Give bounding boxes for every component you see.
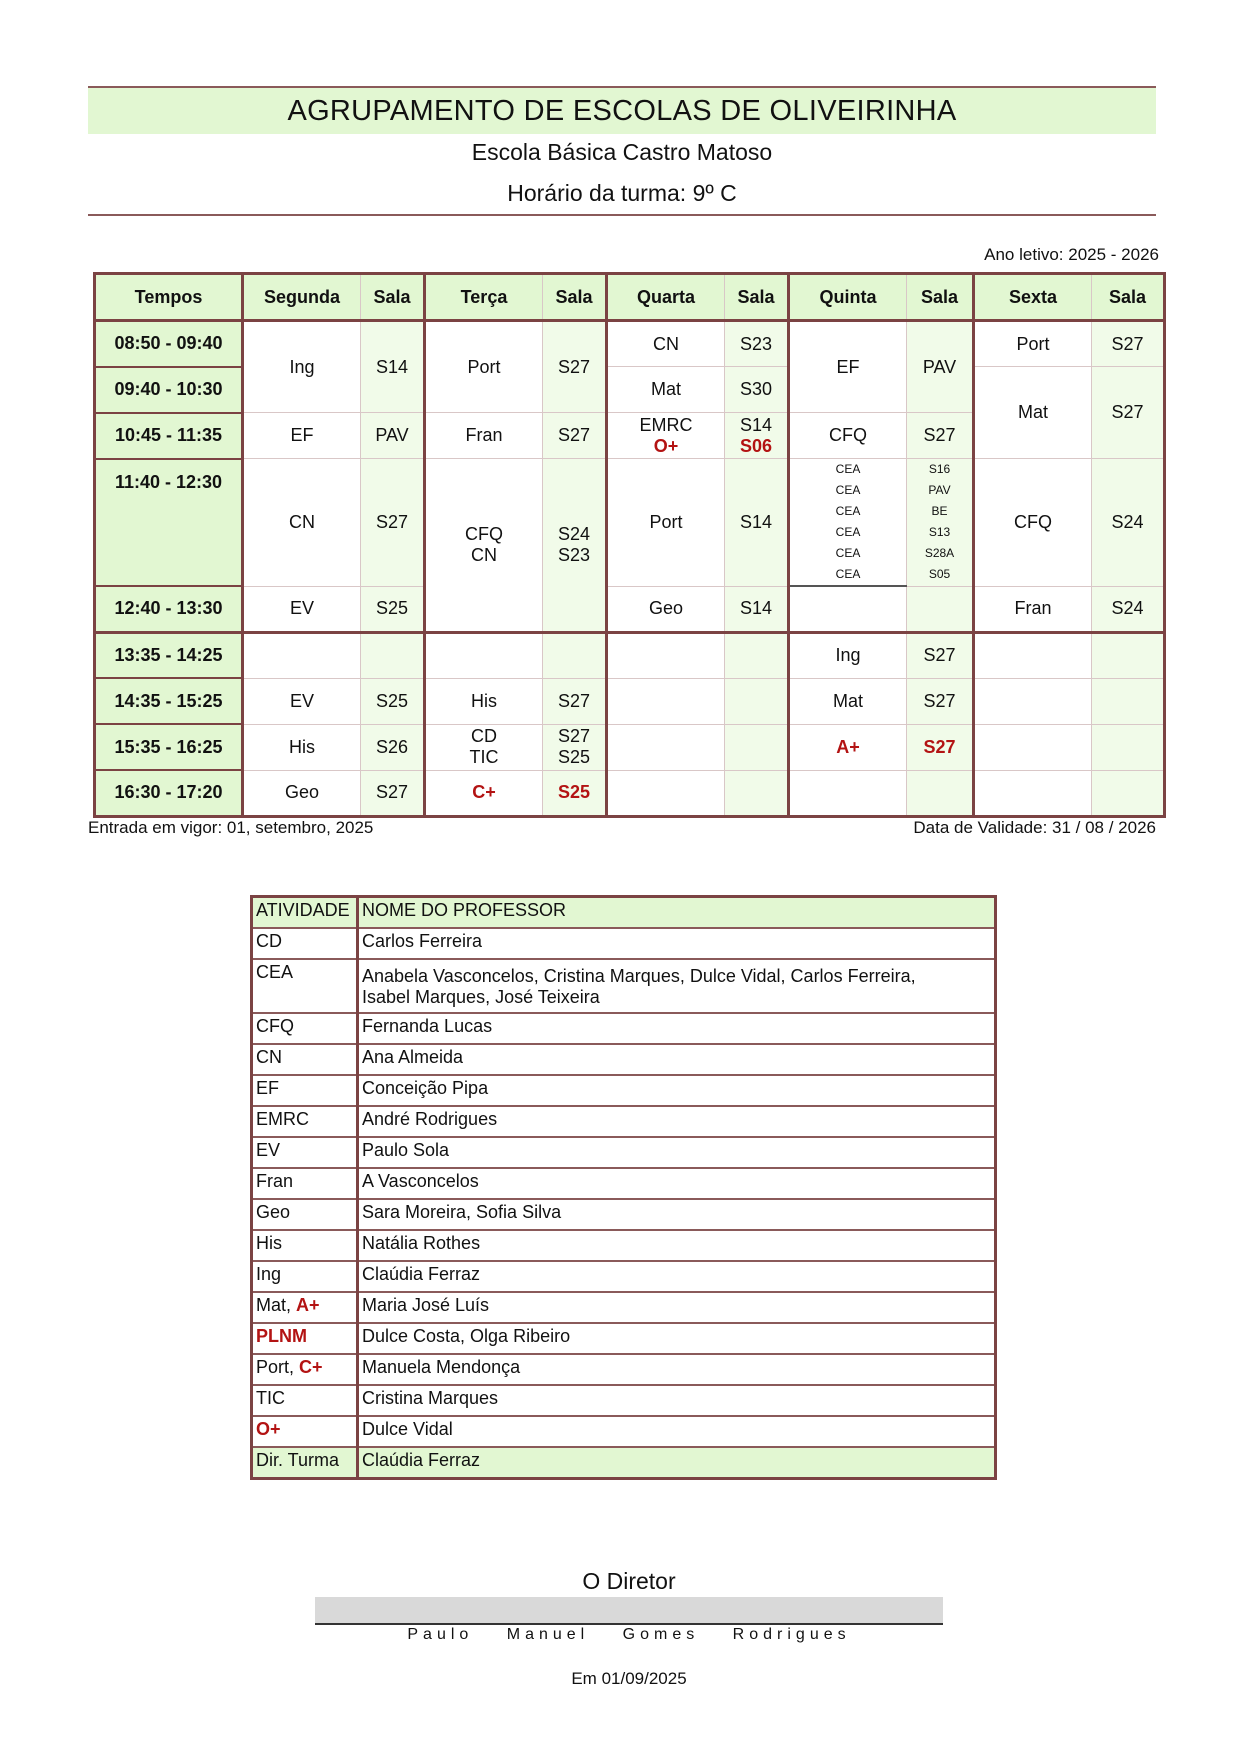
teacher-name-cell: Natália Rothes (358, 1230, 996, 1261)
subject-line: CEA (835, 462, 861, 476)
teacher-name-cell: A Vasconcelos (358, 1168, 996, 1199)
teacher-name-cell: Sara Moreira, Sofia Silva (358, 1199, 996, 1230)
room-line: S24 (557, 523, 591, 544)
class-cell (789, 770, 907, 816)
table-row (252, 959, 996, 1013)
room-cell (1092, 678, 1165, 724)
class-cell: Fran (425, 413, 543, 459)
table-row (252, 1106, 996, 1137)
activity-text: Mat, (256, 1295, 297, 1315)
subject-line: CEA (835, 546, 861, 560)
room-cell (725, 770, 789, 816)
col-header-quinta: Quinta (789, 274, 907, 321)
activity-cell: CEA (252, 959, 358, 1013)
time-slot: 08:50 - 09:40 (95, 321, 243, 367)
subject-line: CEA (835, 525, 861, 539)
room-line: PAV (928, 483, 951, 498)
col-header-sexta: Sexta (974, 274, 1092, 321)
schedule-row (95, 586, 1165, 632)
class-cell: Port (425, 321, 543, 413)
room-cell (1092, 724, 1165, 770)
signature-bar (315, 1597, 943, 1625)
time-slot: 15:35 - 16:25 (95, 724, 243, 770)
class-cell: C+ (425, 770, 543, 816)
room-cell (543, 459, 607, 633)
schedule-row (95, 678, 1165, 724)
table-row (252, 1044, 996, 1075)
schedule-row (95, 770, 1165, 816)
class-cell: EV (243, 586, 361, 632)
validity-end: Data de Validade: 31 / 08 / 2026 (913, 818, 1156, 837)
activity-cell: CFQ (252, 1013, 358, 1044)
teacher-name-cell: Fernanda Lucas (358, 1013, 996, 1044)
room-line: S27 (557, 726, 591, 746)
time-slot: 10:45 - 11:35 (95, 413, 243, 459)
teacher-name-cell: Dulce Vidal (358, 1416, 996, 1447)
teacher-name-header: NOME DO PROFESSOR (358, 897, 996, 929)
room-line: S28A (924, 546, 955, 561)
room-cell: S23 (725, 321, 789, 367)
room-cell: S27 (907, 632, 974, 678)
room-cell: S27 (907, 413, 974, 459)
class-cell: Ing (789, 632, 907, 678)
organization-title (88, 88, 1156, 134)
col-header-quarta: Quarta (607, 274, 725, 321)
room-cell: S27 (1092, 321, 1165, 367)
class-cell: EF (243, 413, 361, 459)
class-cell (789, 459, 907, 587)
class-cell (607, 678, 725, 724)
room-cell (361, 632, 425, 678)
class-cell: Mat (607, 367, 725, 413)
activity-cell: Ing (252, 1261, 358, 1292)
room-cell (543, 632, 607, 678)
class-cell (974, 632, 1092, 678)
room-cell (1092, 632, 1165, 678)
class-cell: Mat (789, 678, 907, 724)
room-line: S16 (928, 462, 951, 477)
schedule-header-row (95, 274, 1165, 321)
class-cell: Mat (974, 367, 1092, 459)
room-line: S06 (739, 435, 773, 456)
table-row (252, 928, 996, 959)
room-cell (725, 724, 789, 770)
teacher-name-cell: Paulo Sola (358, 1137, 996, 1168)
room-cell: S26 (361, 724, 425, 770)
table-row (252, 1261, 996, 1292)
room-line: S23 (557, 544, 591, 565)
room-cell: S14 (725, 586, 789, 632)
col-header-sala: Sala (907, 274, 974, 321)
room-cell: S25 (361, 586, 425, 632)
table-row (252, 1230, 996, 1261)
teacher-name-cell: André Rodrigues (358, 1106, 996, 1137)
room-line: S05 (928, 567, 951, 582)
room-cell: PAV (907, 321, 974, 413)
class-cell (974, 724, 1092, 770)
activity-cell: CN (252, 1044, 358, 1075)
room-cell: S30 (725, 367, 789, 413)
class-cell (425, 724, 543, 770)
class-cell (789, 586, 907, 632)
class-cell (243, 632, 361, 678)
class-cell: Port (607, 459, 725, 587)
subject-line: O+ (653, 435, 679, 456)
class-cell: CFQ (974, 459, 1092, 587)
col-header-tempos: Tempos (95, 274, 243, 321)
activity-cell: TIC (252, 1385, 358, 1416)
time-slot: 09:40 - 10:30 (95, 367, 243, 413)
activity-cell: Geo (252, 1199, 358, 1230)
subject-line: CN (471, 544, 497, 565)
room-cell (907, 586, 974, 632)
class-cell: EV (243, 678, 361, 724)
room-cell: S14 (725, 459, 789, 587)
schedule-row (95, 321, 1165, 367)
class-cell: Fran (974, 586, 1092, 632)
activity-cell: PLNM (252, 1323, 358, 1354)
col-header-segunda: Segunda (243, 274, 361, 321)
subject-line: CEA (835, 483, 861, 497)
schedule-row (95, 632, 1165, 678)
class-cell (425, 632, 543, 678)
teacher-name-line: Anabela Vasconcelos, Cristina Marques, Dulce Vidal, Carlos Ferreira, (362, 966, 916, 986)
table-row (252, 1013, 996, 1044)
col-header-terca: Terça (425, 274, 543, 321)
col-header-sala: Sala (725, 274, 789, 321)
time-slot: 13:35 - 14:25 (95, 632, 243, 678)
teacher-name-cell: Dulce Costa, Olga Ribeiro (358, 1323, 996, 1354)
teacher-name-cell: Carlos Ferreira (358, 928, 996, 959)
subject-line: CEA (835, 567, 861, 581)
table-row (252, 1199, 996, 1230)
school-name: Escola Básica Castro Matoso (471, 139, 773, 165)
table-row (252, 1292, 996, 1323)
room-line: S25 (557, 747, 591, 767)
class-cell (607, 770, 725, 816)
time-slot: 16:30 - 17:20 (95, 770, 243, 816)
room-cell: S27 (361, 770, 425, 816)
subject-line: TIC (469, 747, 499, 767)
teacher-name-line: Isabel Marques, José Teixeira (362, 987, 600, 1007)
class-cell (607, 724, 725, 770)
teacher-name-cell: Ana Almeida (358, 1044, 996, 1075)
teachers-header-row (252, 897, 996, 929)
class-cell: Port (974, 321, 1092, 367)
activity-cell: Dir. Turma (252, 1447, 358, 1479)
class-cell: Ing (243, 321, 361, 413)
room-cell (725, 632, 789, 678)
activity-cell (252, 1292, 358, 1323)
subject-line: CEA (835, 504, 861, 518)
room-cell: S14 (361, 321, 425, 413)
class-cell (607, 632, 725, 678)
table-row (252, 1416, 996, 1447)
organization-title-text: AGRUPAMENTO DE ESCOLAS DE OLIVEIRINHA (287, 94, 957, 127)
table-row (252, 1385, 996, 1416)
header-bottom-rule (88, 214, 1156, 216)
teacher-name-cell: Manuela Mendonça (358, 1354, 996, 1385)
activity-cell (252, 1354, 358, 1385)
room-cell: S27 (907, 724, 974, 770)
school-year: Ano letivo: 2025 - 2026 (984, 245, 1159, 264)
time-slot: 11:40 - 12:30 (95, 459, 243, 587)
room-cell: S27 (907, 678, 974, 724)
class-cell (425, 459, 543, 633)
teacher-name-cell (358, 959, 996, 1013)
class-cell: Geo (243, 770, 361, 816)
teacher-name-cell: Claúdia Ferraz (358, 1261, 996, 1292)
table-row (252, 1354, 996, 1385)
room-line: S14 (739, 414, 773, 435)
table-row (252, 1075, 996, 1106)
teachers-table (250, 895, 997, 1480)
class-cell (974, 678, 1092, 724)
activity-cell: EMRC (252, 1106, 358, 1137)
activity-cell: O+ (252, 1416, 358, 1447)
teacher-name-cell: Maria José Luís (358, 1292, 996, 1323)
activity-cell: EF (252, 1075, 358, 1106)
class-cell: EF (789, 321, 907, 413)
time-slot: 12:40 - 13:30 (95, 586, 243, 632)
subject-line: CD (471, 726, 497, 746)
class-cell: His (425, 678, 543, 724)
col-header-sala: Sala (543, 274, 607, 321)
schedule-row (95, 459, 1165, 587)
director-title: O Diretor (582, 1568, 676, 1594)
table-row (252, 1168, 996, 1199)
room-cell (1092, 770, 1165, 816)
room-cell: PAV (361, 413, 425, 459)
teacher-name-cell: Cristina Marques (358, 1385, 996, 1416)
room-cell: S24 (1092, 586, 1165, 632)
activity-cell: EV (252, 1137, 358, 1168)
class-cell (607, 413, 725, 459)
col-header-sala: Sala (361, 274, 425, 321)
room-cell (907, 459, 974, 587)
activity-text: Port, (256, 1357, 300, 1377)
room-cell: S27 (361, 459, 425, 587)
schedule-table (93, 272, 1166, 818)
class-cell: A+ (789, 724, 907, 770)
col-header-sala: Sala (1092, 274, 1165, 321)
director-name: Paulo Manuel Gomes Rodrigues (407, 1626, 851, 1643)
room-cell (907, 770, 974, 816)
room-cell: S25 (361, 678, 425, 724)
room-cell: S27 (543, 321, 607, 413)
table-row (252, 1323, 996, 1354)
teacher-name-cell: Claúdia Ferraz (358, 1447, 996, 1479)
table-row (252, 1137, 996, 1168)
activity-cell: His (252, 1230, 358, 1261)
activity-cell: CD (252, 928, 358, 959)
teacher-name-cell: Conceição Pipa (358, 1075, 996, 1106)
class-cell: CFQ (789, 413, 907, 459)
room-cell (725, 413, 789, 459)
table-row (252, 1447, 996, 1479)
class-cell: His (243, 724, 361, 770)
validity-start: Entrada em vigor: 01, setembro, 2025 (88, 818, 374, 837)
activity-header: ATIVIDADE (252, 897, 358, 929)
room-cell (543, 724, 607, 770)
time-slot: 14:35 - 15:25 (95, 678, 243, 724)
room-line: BE (931, 504, 948, 519)
room-cell (725, 678, 789, 724)
class-cell (974, 770, 1092, 816)
signature-date: Em 01/09/2025 (571, 1669, 687, 1688)
room-cell: S24 (1092, 459, 1165, 587)
room-line: S13 (928, 525, 951, 540)
schedule-row (95, 724, 1165, 770)
activity-extra: C+ (299, 1357, 323, 1377)
subject-line: EMRC (639, 414, 693, 435)
room-cell: S27 (543, 413, 607, 459)
activity-extra: A+ (296, 1295, 320, 1315)
subject-line: CFQ (465, 523, 503, 544)
class-label: Horário da turma: 9º C (507, 180, 737, 206)
class-cell: CN (243, 459, 361, 587)
room-cell: S27 (1092, 367, 1165, 459)
room-cell: S25 (543, 770, 607, 816)
class-cell: Geo (607, 586, 725, 632)
class-cell: CN (607, 321, 725, 367)
activity-cell: Fran (252, 1168, 358, 1199)
room-cell: S27 (543, 678, 607, 724)
